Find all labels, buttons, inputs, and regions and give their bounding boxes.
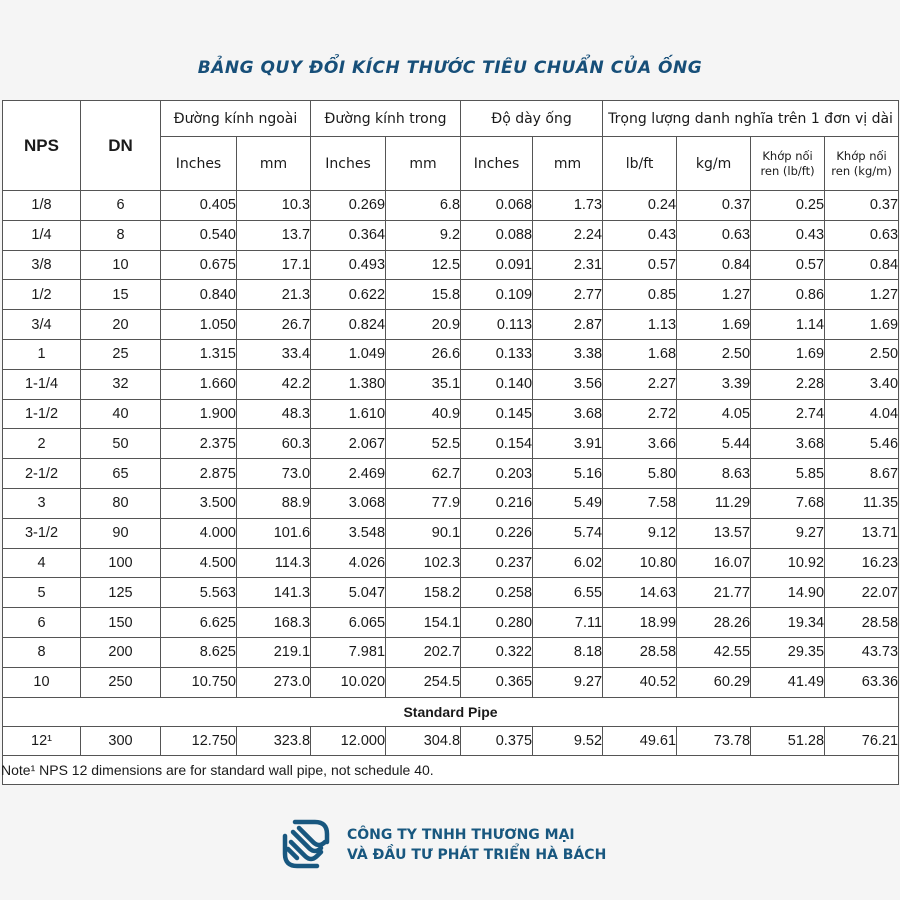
cell-wall-mm: 9.27	[533, 667, 603, 697]
cell-nps: 10	[3, 667, 81, 697]
cell-inner-inches: 3.548	[311, 518, 386, 548]
cell-nps: 1-1/2	[3, 399, 81, 429]
col-header-wall-mm: mm	[533, 137, 603, 191]
cell-wall-inches: 0.154	[461, 429, 533, 459]
cell-inner-mm: 154.1	[386, 608, 461, 638]
cell-outer-inches: 1.050	[161, 310, 237, 340]
table-row	[3, 250, 899, 280]
cell-inner-mm: 77.9	[386, 488, 461, 518]
cell-weight-lb-ft: 0.85	[603, 280, 677, 310]
cell-outer-mm: 273.0	[237, 667, 311, 697]
cell-thread-lb-ft: 10.92	[751, 548, 825, 578]
cell-outer-mm: 10.3	[237, 191, 311, 221]
cell-nps: 1-1/4	[3, 369, 81, 399]
cell-thread-kg-m: 5.46	[825, 429, 899, 459]
cell-outer-mm: 114.3	[237, 548, 311, 578]
cell-thread-kg-m: 11.35	[825, 488, 899, 518]
col-header-inner-inches: Inches	[311, 137, 386, 191]
cell-outer-inches: 4.000	[161, 518, 237, 548]
cell-outer-mm: 42.2	[237, 369, 311, 399]
cell-weight-lb-ft: 10.80	[603, 548, 677, 578]
company-footer	[275, 815, 606, 875]
col-header-wall-inches: Inches	[461, 137, 533, 191]
cell-nps: 5	[3, 578, 81, 608]
cell-dn: 300	[81, 726, 161, 756]
cell-outer-mm: 48.3	[237, 399, 311, 429]
cell-dn: 90	[81, 518, 161, 548]
cell-inner-mm: 90.1	[386, 518, 461, 548]
cell-weight-lb-ft: 14.63	[603, 578, 677, 608]
cell-wall-mm: 3.68	[533, 399, 603, 429]
cell-thread-lb-ft: 0.57	[751, 250, 825, 280]
cell-nps: 1	[3, 339, 81, 369]
cell-inner-mm: 15.8	[386, 280, 461, 310]
cell-weight-lb-ft: 0.43	[603, 220, 677, 250]
cell-nps: 12¹	[3, 726, 81, 756]
cell-thread-kg-m: 22.07	[825, 578, 899, 608]
col-header-thread-kg-m: Khớp nối ren (kg/m)	[825, 137, 899, 191]
cell-nps: 8	[3, 637, 81, 667]
cell-inner-mm: 304.8	[386, 726, 461, 756]
cell-wall-inches: 0.226	[461, 518, 533, 548]
cell-wall-mm: 6.55	[533, 578, 603, 608]
cell-wall-mm: 5.16	[533, 459, 603, 489]
cell-weight-lb-ft: 0.57	[603, 250, 677, 280]
table-row	[3, 280, 899, 310]
cell-thread-kg-m: 1.69	[825, 310, 899, 340]
table-row	[3, 637, 899, 667]
company-logo-icon	[275, 814, 337, 876]
cell-nps: 1/8	[3, 191, 81, 221]
cell-wall-inches: 0.088	[461, 220, 533, 250]
cell-outer-inches: 0.405	[161, 191, 237, 221]
cell-wall-inches: 0.133	[461, 339, 533, 369]
col-header-thread-lb-ft: Khớp nối ren (lb/ft)	[751, 137, 825, 191]
standard-pipe-label: Standard Pipe	[3, 697, 899, 726]
cell-thread-lb-ft: 2.74	[751, 399, 825, 429]
cell-weight-lb-ft: 18.99	[603, 608, 677, 638]
company-name	[347, 825, 606, 865]
cell-outer-inches: 2.875	[161, 459, 237, 489]
cell-weight-lb-ft: 1.68	[603, 339, 677, 369]
cell-weight-kg-m: 1.69	[677, 310, 751, 340]
cell-wall-inches: 0.237	[461, 548, 533, 578]
cell-wall-mm: 3.56	[533, 369, 603, 399]
cell-dn: 80	[81, 488, 161, 518]
cell-outer-mm: 168.3	[237, 608, 311, 638]
cell-nps: 2	[3, 429, 81, 459]
col-header-outer-inches: Inches	[161, 137, 237, 191]
cell-weight-lb-ft: 2.72	[603, 399, 677, 429]
cell-outer-inches: 10.750	[161, 667, 237, 697]
company-name-line2: VÀ ĐẦU TƯ PHÁT TRIỂN HÀ BÁCH	[347, 847, 607, 863]
cell-thread-kg-m: 76.21	[825, 726, 899, 756]
cell-outer-mm: 26.7	[237, 310, 311, 340]
cell-dn: 10	[81, 250, 161, 280]
cell-weight-kg-m: 0.37	[677, 191, 751, 221]
cell-dn: 250	[81, 667, 161, 697]
cell-wall-inches: 0.145	[461, 399, 533, 429]
cell-nps: 2-1/2	[3, 459, 81, 489]
cell-weight-kg-m: 2.50	[677, 339, 751, 369]
cell-weight-lb-ft: 49.61	[603, 726, 677, 756]
cell-outer-mm: 33.4	[237, 339, 311, 369]
cell-inner-inches: 0.622	[311, 280, 386, 310]
cell-outer-mm: 13.7	[237, 220, 311, 250]
table-row	[3, 339, 899, 369]
cell-wall-mm: 2.31	[533, 250, 603, 280]
cell-thread-lb-ft: 19.34	[751, 608, 825, 638]
cell-dn: 150	[81, 608, 161, 638]
cell-thread-kg-m: 28.58	[825, 608, 899, 638]
cell-inner-mm: 35.1	[386, 369, 461, 399]
col-header-kg-m: kg/m	[677, 137, 751, 191]
cell-dn: 40	[81, 399, 161, 429]
cell-outer-mm: 60.3	[237, 429, 311, 459]
cell-weight-lb-ft: 28.58	[603, 637, 677, 667]
cell-thread-lb-ft: 5.85	[751, 459, 825, 489]
cell-weight-kg-m: 11.29	[677, 488, 751, 518]
cell-thread-kg-m: 0.37	[825, 191, 899, 221]
cell-nps: 3	[3, 488, 81, 518]
cell-wall-mm: 9.52	[533, 726, 603, 756]
cell-outer-mm: 219.1	[237, 637, 311, 667]
cell-dn: 200	[81, 637, 161, 667]
table-row	[3, 310, 899, 340]
cell-dn: 100	[81, 548, 161, 578]
cell-inner-mm: 20.9	[386, 310, 461, 340]
cell-inner-inches: 1.049	[311, 339, 386, 369]
col-header-outer-mm: mm	[237, 137, 311, 191]
table-row	[3, 488, 899, 518]
cell-wall-inches: 0.375	[461, 726, 533, 756]
cell-inner-inches: 2.469	[311, 459, 386, 489]
cell-inner-mm: 26.6	[386, 339, 461, 369]
cell-thread-lb-ft: 1.14	[751, 310, 825, 340]
table-row	[3, 608, 899, 638]
page-title: BẢNG QUY ĐỔI KÍCH THƯỚC TIÊU CHUẨN CỦA ỐNG	[197, 58, 703, 78]
cell-weight-kg-m: 1.27	[677, 280, 751, 310]
cell-thread-kg-m: 13.71	[825, 518, 899, 548]
cell-outer-mm: 88.9	[237, 488, 311, 518]
cell-thread-kg-m: 4.04	[825, 399, 899, 429]
cell-weight-kg-m: 0.84	[677, 250, 751, 280]
footnote: Note¹ NPS 12 dimensions are for standard wall pipe, not schedule 40.	[3, 756, 899, 785]
table-row	[3, 667, 899, 697]
cell-inner-mm: 62.7	[386, 459, 461, 489]
cell-outer-inches: 4.500	[161, 548, 237, 578]
cell-inner-mm: 158.2	[386, 578, 461, 608]
cell-thread-lb-ft: 0.43	[751, 220, 825, 250]
cell-wall-mm: 7.11	[533, 608, 603, 638]
cell-dn: 20	[81, 310, 161, 340]
cell-inner-inches: 1.610	[311, 399, 386, 429]
cell-weight-kg-m: 0.63	[677, 220, 751, 250]
cell-weight-kg-m: 60.29	[677, 667, 751, 697]
cell-wall-inches: 0.113	[461, 310, 533, 340]
col-group-wall-thickness: Độ dày ống	[461, 101, 603, 137]
cell-weight-lb-ft: 9.12	[603, 518, 677, 548]
pipe-dimension-table	[2, 100, 899, 785]
cell-weight-kg-m: 8.63	[677, 459, 751, 489]
cell-outer-mm: 73.0	[237, 459, 311, 489]
cell-outer-inches: 3.500	[161, 488, 237, 518]
cell-dn: 8	[81, 220, 161, 250]
table-row	[3, 518, 899, 548]
cell-nps: 6	[3, 608, 81, 638]
table-row	[3, 726, 899, 756]
cell-inner-inches: 0.364	[311, 220, 386, 250]
cell-nps: 3/8	[3, 250, 81, 280]
cell-outer-mm: 21.3	[237, 280, 311, 310]
cell-thread-kg-m: 16.23	[825, 548, 899, 578]
cell-thread-lb-ft: 29.35	[751, 637, 825, 667]
cell-outer-inches: 1.315	[161, 339, 237, 369]
cell-nps: 1/2	[3, 280, 81, 310]
cell-thread-lb-ft: 0.25	[751, 191, 825, 221]
cell-weight-lb-ft: 3.66	[603, 429, 677, 459]
cell-wall-mm: 5.74	[533, 518, 603, 548]
cell-dn: 65	[81, 459, 161, 489]
cell-thread-kg-m: 0.63	[825, 220, 899, 250]
col-group-nominal-weight: Trọng lượng danh nghĩa trên 1 đơn vị dài	[603, 101, 899, 137]
cell-weight-lb-ft: 1.13	[603, 310, 677, 340]
cell-inner-mm: 9.2	[386, 220, 461, 250]
cell-inner-mm: 12.5	[386, 250, 461, 280]
cell-outer-inches: 12.750	[161, 726, 237, 756]
cell-wall-inches: 0.140	[461, 369, 533, 399]
table-row	[3, 399, 899, 429]
cell-inner-inches: 5.047	[311, 578, 386, 608]
cell-wall-mm: 8.18	[533, 637, 603, 667]
cell-weight-kg-m: 5.44	[677, 429, 751, 459]
cell-outer-mm: 141.3	[237, 578, 311, 608]
cell-thread-kg-m: 63.36	[825, 667, 899, 697]
cell-thread-lb-ft: 51.28	[751, 726, 825, 756]
cell-inner-mm: 6.8	[386, 191, 461, 221]
cell-wall-inches: 0.091	[461, 250, 533, 280]
cell-weight-kg-m: 13.57	[677, 518, 751, 548]
cell-wall-mm: 2.24	[533, 220, 603, 250]
cell-wall-inches: 0.068	[461, 191, 533, 221]
table-row	[3, 220, 899, 250]
col-header-dn: DN	[81, 101, 161, 191]
cell-inner-inches: 7.981	[311, 637, 386, 667]
cell-wall-inches: 0.258	[461, 578, 533, 608]
cell-weight-kg-m: 3.39	[677, 369, 751, 399]
cell-inner-inches: 10.020	[311, 667, 386, 697]
cell-outer-inches: 0.840	[161, 280, 237, 310]
cell-weight-kg-m: 28.26	[677, 608, 751, 638]
cell-thread-kg-m: 43.73	[825, 637, 899, 667]
table-row	[3, 429, 899, 459]
cell-inner-inches: 0.824	[311, 310, 386, 340]
cell-inner-mm: 52.5	[386, 429, 461, 459]
cell-wall-mm: 5.49	[533, 488, 603, 518]
col-group-inner-diameter: Đường kính trong	[311, 101, 461, 137]
cell-inner-inches: 0.269	[311, 191, 386, 221]
cell-wall-mm: 3.91	[533, 429, 603, 459]
cell-weight-lb-ft: 7.58	[603, 488, 677, 518]
cell-dn: 15	[81, 280, 161, 310]
cell-wall-inches: 0.203	[461, 459, 533, 489]
cell-nps: 4	[3, 548, 81, 578]
cell-wall-inches: 0.365	[461, 667, 533, 697]
cell-wall-inches: 0.322	[461, 637, 533, 667]
cell-wall-inches: 0.109	[461, 280, 533, 310]
cell-wall-mm: 3.38	[533, 339, 603, 369]
cell-wall-mm: 2.87	[533, 310, 603, 340]
cell-inner-inches: 0.493	[311, 250, 386, 280]
cell-thread-kg-m: 2.50	[825, 339, 899, 369]
cell-wall-inches: 0.216	[461, 488, 533, 518]
cell-outer-inches: 1.900	[161, 399, 237, 429]
cell-thread-lb-ft: 1.69	[751, 339, 825, 369]
cell-thread-kg-m: 8.67	[825, 459, 899, 489]
cell-outer-inches: 0.675	[161, 250, 237, 280]
cell-inner-inches: 1.380	[311, 369, 386, 399]
table-row	[3, 459, 899, 489]
cell-wall-mm: 1.73	[533, 191, 603, 221]
cell-thread-lb-ft: 14.90	[751, 578, 825, 608]
table-row	[3, 548, 899, 578]
cell-thread-kg-m: 0.84	[825, 250, 899, 280]
cell-weight-kg-m: 16.07	[677, 548, 751, 578]
cell-inner-inches: 2.067	[311, 429, 386, 459]
table-row	[3, 578, 899, 608]
cell-weight-kg-m: 21.77	[677, 578, 751, 608]
company-name-line1: CÔNG TY TNHH THƯƠNG MẠI	[347, 827, 575, 843]
cell-inner-inches: 6.065	[311, 608, 386, 638]
cell-thread-lb-ft: 9.27	[751, 518, 825, 548]
cell-dn: 125	[81, 578, 161, 608]
table-row	[3, 369, 899, 399]
cell-outer-inches: 0.540	[161, 220, 237, 250]
col-header-inner-mm: mm	[386, 137, 461, 191]
cell-outer-inches: 8.625	[161, 637, 237, 667]
cell-outer-inches: 6.625	[161, 608, 237, 638]
cell-outer-mm: 323.8	[237, 726, 311, 756]
cell-thread-lb-ft: 7.68	[751, 488, 825, 518]
cell-inner-inches: 4.026	[311, 548, 386, 578]
cell-thread-lb-ft: 41.49	[751, 667, 825, 697]
cell-thread-lb-ft: 3.68	[751, 429, 825, 459]
cell-thread-lb-ft: 0.86	[751, 280, 825, 310]
cell-dn: 50	[81, 429, 161, 459]
cell-inner-mm: 202.7	[386, 637, 461, 667]
cell-inner-inches: 3.068	[311, 488, 386, 518]
cell-weight-lb-ft: 0.24	[603, 191, 677, 221]
cell-inner-mm: 102.3	[386, 548, 461, 578]
cell-thread-kg-m: 1.27	[825, 280, 899, 310]
cell-weight-kg-m: 42.55	[677, 637, 751, 667]
cell-inner-inches: 12.000	[311, 726, 386, 756]
cell-weight-lb-ft: 40.52	[603, 667, 677, 697]
cell-outer-inches: 2.375	[161, 429, 237, 459]
cell-nps: 1/4	[3, 220, 81, 250]
table-row	[3, 191, 899, 221]
cell-outer-inches: 5.563	[161, 578, 237, 608]
cell-inner-mm: 254.5	[386, 667, 461, 697]
cell-outer-mm: 101.6	[237, 518, 311, 548]
cell-weight-kg-m: 73.78	[677, 726, 751, 756]
col-header-nps: NPS	[3, 101, 81, 191]
cell-nps: 3/4	[3, 310, 81, 340]
cell-dn: 25	[81, 339, 161, 369]
cell-dn: 6	[81, 191, 161, 221]
cell-wall-mm: 2.77	[533, 280, 603, 310]
cell-dn: 32	[81, 369, 161, 399]
cell-nps: 3-1/2	[3, 518, 81, 548]
cell-wall-inches: 0.280	[461, 608, 533, 638]
cell-outer-mm: 17.1	[237, 250, 311, 280]
cell-inner-mm: 40.9	[386, 399, 461, 429]
cell-weight-lb-ft: 2.27	[603, 369, 677, 399]
cell-wall-mm: 6.02	[533, 548, 603, 578]
cell-outer-inches: 1.660	[161, 369, 237, 399]
cell-weight-lb-ft: 5.80	[603, 459, 677, 489]
col-group-outer-diameter: Đường kính ngoài	[161, 101, 311, 137]
col-header-lb-ft: lb/ft	[603, 137, 677, 191]
cell-thread-lb-ft: 2.28	[751, 369, 825, 399]
cell-thread-kg-m: 3.40	[825, 369, 899, 399]
cell-weight-kg-m: 4.05	[677, 399, 751, 429]
